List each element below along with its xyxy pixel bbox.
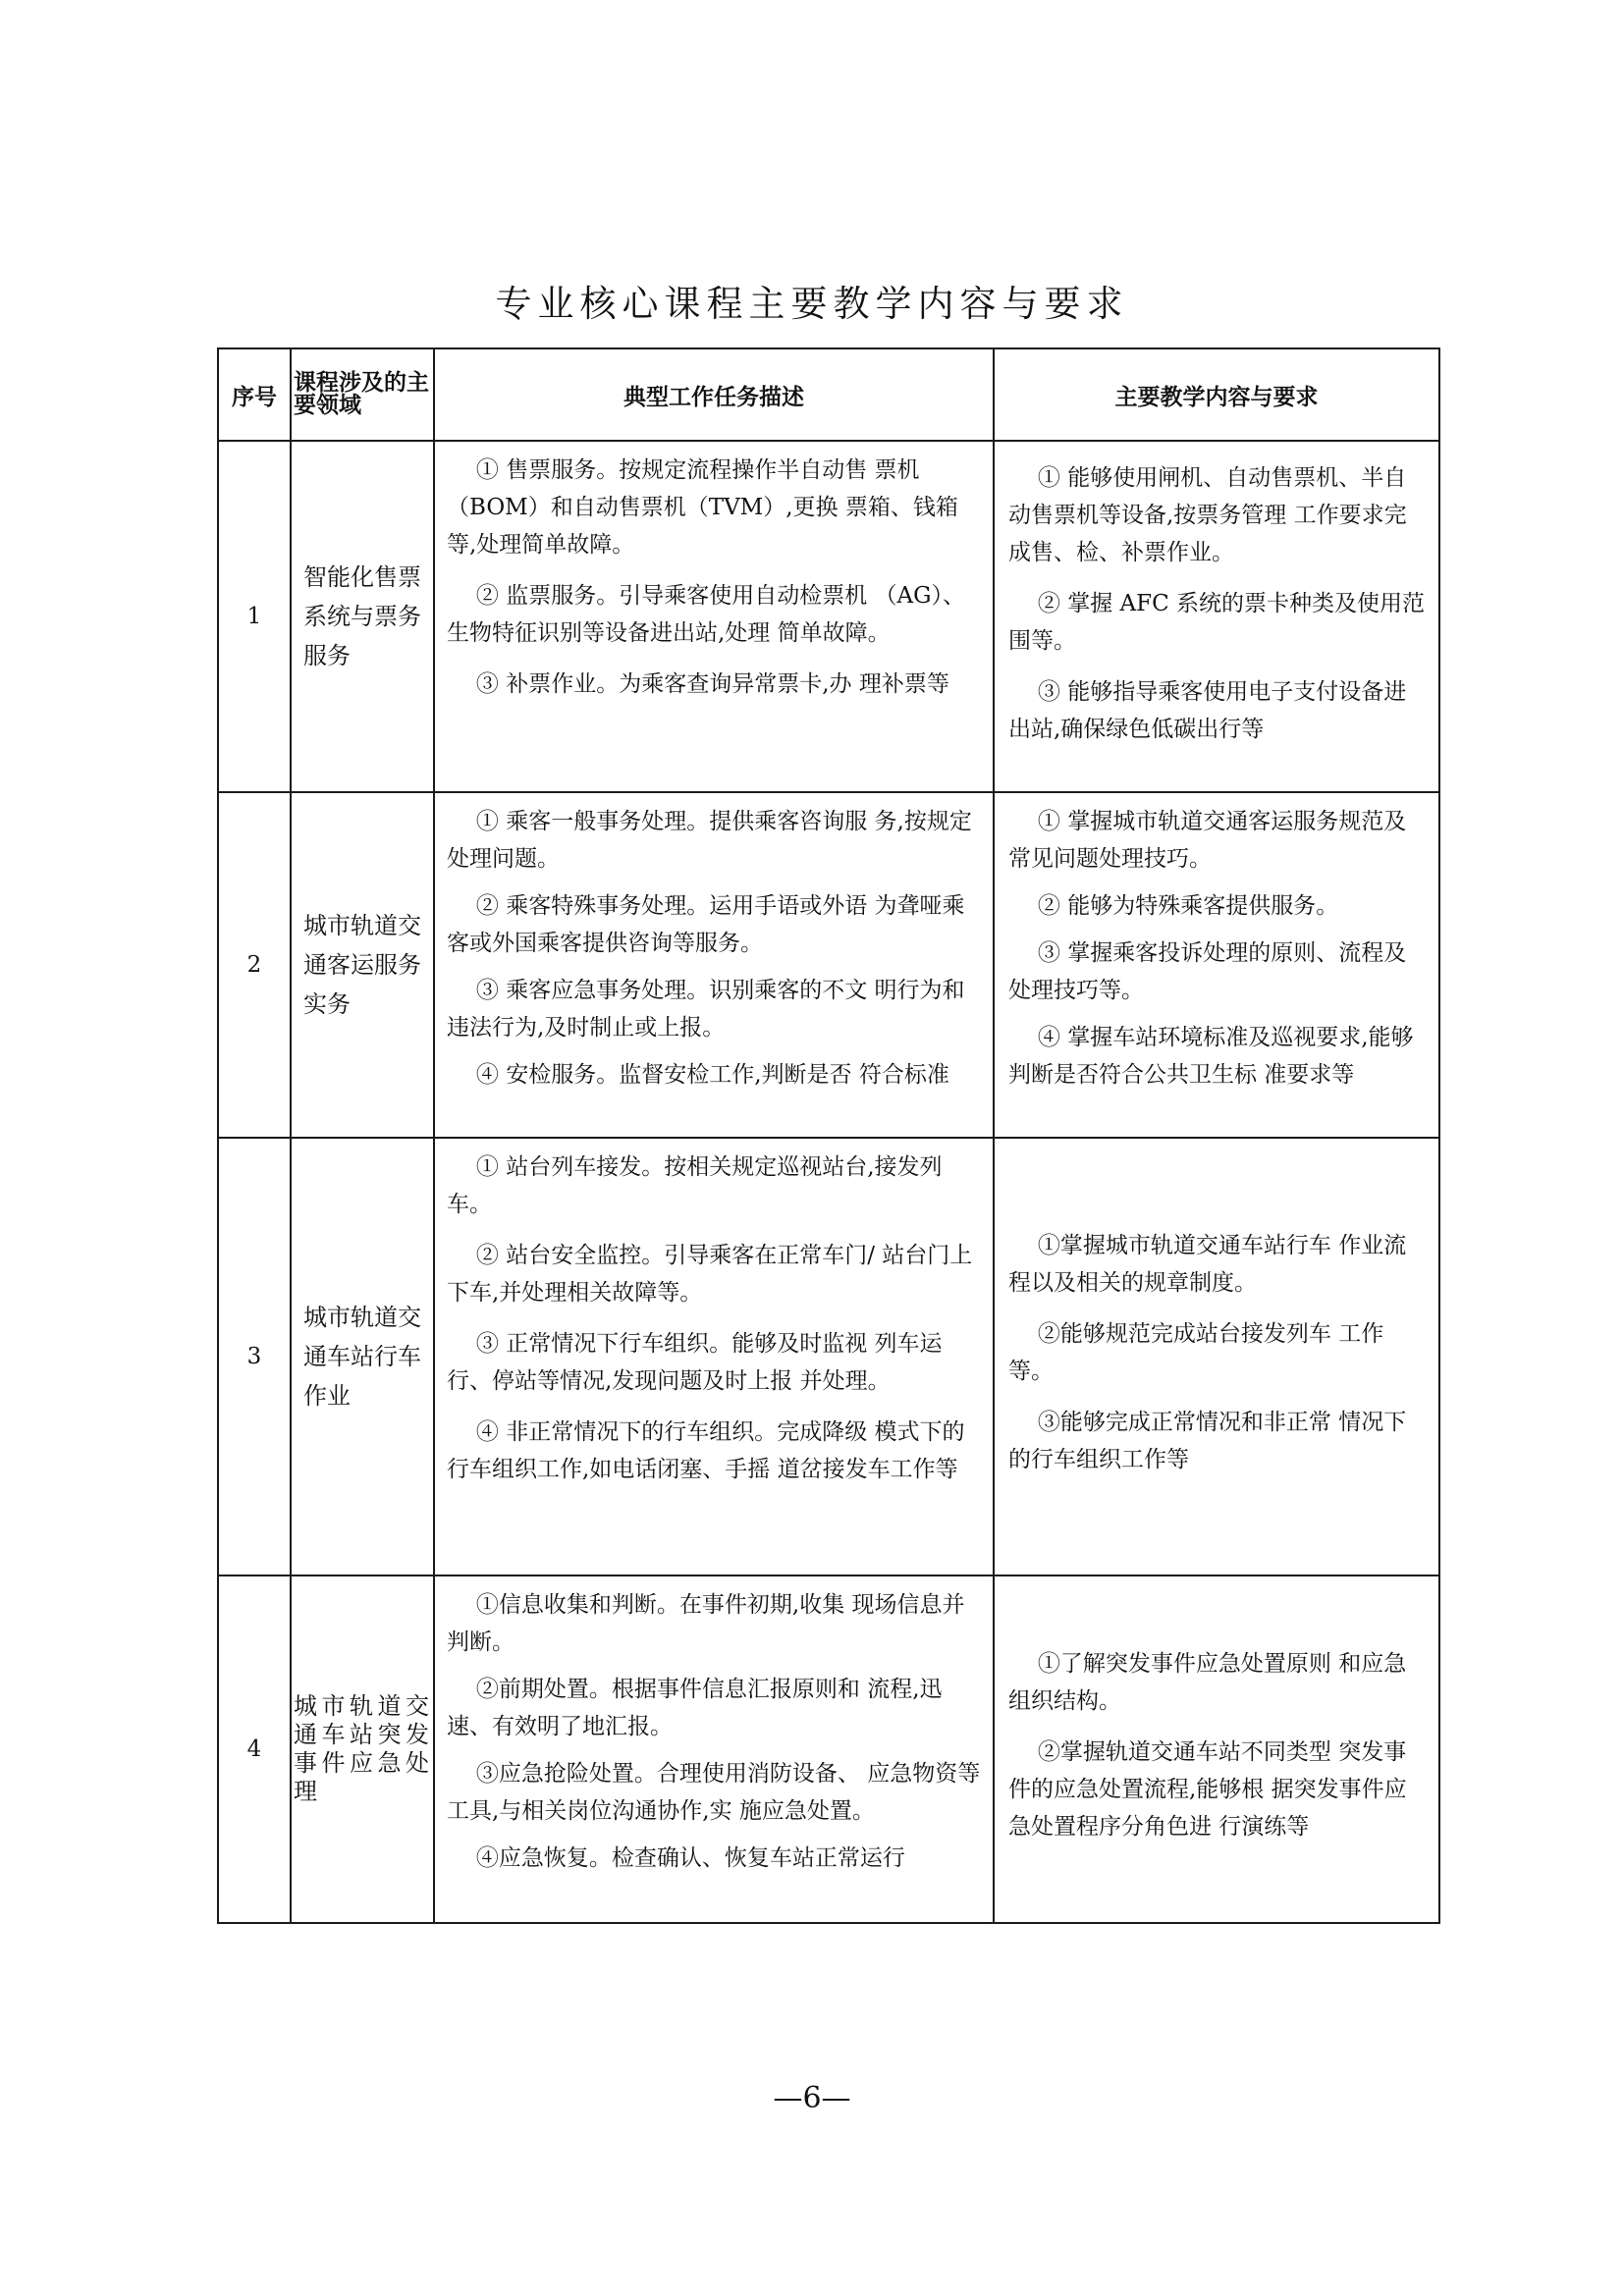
task-item: ④应急恢复。检查确认、恢复车站正常运行	[475, 1845, 905, 1871]
task-item: ② 乘客特殊事务处理。运用手语或外语 为聋哑乘客或外国乘客提供咨询等服务。	[447, 893, 965, 956]
task-item: ③应急抢险处置。合理使用消防设备、 应急物资等工具,与相关岗位沟通协作,实 施应急处置。	[447, 1761, 981, 1824]
row-domain: 智能化售票系统与票务服务	[291, 441, 434, 792]
row-requirement-cell	[994, 441, 1439, 792]
table-row	[218, 1138, 1439, 1575]
row-domain: 城市轨道交通车站行车作业	[291, 1138, 434, 1575]
row-requirement-cell	[994, 1575, 1439, 1923]
table-row	[218, 441, 1439, 792]
requirement-item: ② 掌握 AFC 系统的票卡种类及使用范围等。	[1008, 591, 1425, 654]
task-item: ② 站台安全监控。引导乘客在正常车门/ 站台门上下车,并处理相关故障等。	[447, 1243, 973, 1306]
task-item: ③ 补票作业。为乘客查询异常票卡,办 理补票等	[475, 671, 949, 697]
requirement-item: ③能够完成正常情况和非正常 情况下的行车组织工作等	[1008, 1410, 1407, 1472]
task-item: ① 售票服务。按规定流程操作半自动售 票机（BOM）和自动售票机（TVM）,更换 票箱、钱箱等,处理简单故障。	[447, 457, 958, 558]
table-header-row	[218, 348, 1439, 441]
requirement-item: ①了解突发事件应急处置原则 和应急组织结构。	[1008, 1651, 1407, 1714]
requirement-item: ②能够规范完成站台接发列车 工作等。	[1008, 1321, 1384, 1384]
row-index: 2	[218, 792, 291, 1138]
header-domain: 课程涉及的主要领域	[291, 348, 434, 441]
row-domain: 城市轨道交通客运服务实务	[291, 792, 434, 1138]
row-task-cell	[434, 1138, 994, 1575]
task-item: ① 乘客一般事务处理。提供乘客咨询服 务,按规定处理问题。	[447, 809, 972, 872]
task-item: ④ 安检服务。监督安检工作,判断是否 符合标准	[475, 1062, 949, 1088]
task-item: ② 监票服务。引导乘客使用自动检票机 （AG）、生物特征识别等设备进出站,处理 简单故障。	[447, 583, 965, 646]
requirement-item: ② 能够为特殊乘客提供服务。	[1037, 893, 1339, 919]
row-domain: 城市轨道交通车站突发事件应急处理	[291, 1575, 434, 1923]
header-index: 序号	[218, 348, 291, 441]
requirement-item: ④ 掌握车站环境标准及巡视要求,能够判断是否符合公共卫生标 准要求等	[1008, 1025, 1414, 1088]
row-index: 3	[218, 1138, 291, 1575]
requirement-item: ③ 掌握乘客投诉处理的原则、流程及处理技巧等。	[1008, 940, 1407, 1003]
requirement-item: ②掌握轨道交通车站不同类型 突发事件的应急处置流程,能够根 据突发事件应急处置程序分角色进 行演练等	[1008, 1739, 1407, 1840]
header-requirement: 主要教学内容与要求	[994, 348, 1439, 441]
task-item: ③ 乘客应急事务处理。识别乘客的不文 明行为和违法行为,及时制止或上报。	[447, 978, 965, 1041]
requirement-item: ①掌握城市轨道交通车站行车 作业流程以及相关的规章制度。	[1008, 1233, 1407, 1296]
row-index: 4	[218, 1575, 291, 1923]
requirement-item: ① 掌握城市轨道交通客运服务规范及常见问题处理技巧。	[1008, 809, 1407, 872]
table-row	[218, 792, 1439, 1138]
task-item: ④ 非正常情况下的行车组织。完成降级 模式下的行车组织工作,如电话闭塞、手摇 道岔接发车工作等	[447, 1419, 965, 1482]
row-task-cell	[434, 1575, 994, 1923]
row-requirement-cell	[994, 792, 1439, 1138]
row-requirement-cell	[994, 1138, 1439, 1575]
table-row	[218, 1575, 1439, 1923]
requirement-item: ③ 能够指导乘客使用电子支付设备进出站,确保绿色低碳出行等	[1008, 679, 1407, 742]
row-index: 1	[218, 441, 291, 792]
page-title: 专业核心课程主要教学内容与要求	[495, 283, 1129, 325]
header-task: 典型工作任务描述	[434, 348, 994, 441]
requirement-item: ① 能够使用闸机、自动售票机、半自动售票机等设备,按票务管理 工作要求完成售、检、补票作业。	[1008, 465, 1407, 565]
task-item: ③ 正常情况下行车组织。能够及时监视 列车运行、停站等情况,发现问题及时上报 并处理。	[447, 1331, 943, 1394]
course-table	[217, 347, 1440, 1924]
row-task-cell	[434, 441, 994, 792]
page-number: —6—	[773, 2081, 851, 2115]
task-item: ①信息收集和判断。在事件初期,收集 现场信息并判断。	[447, 1592, 965, 1655]
task-item: ②前期处置。根据事件信息汇报原则和 流程,迅速、有效明了地汇报。	[447, 1677, 943, 1739]
row-task-cell	[434, 792, 994, 1138]
task-item: ① 站台列车接发。按相关规定巡视站台,接发列车。	[447, 1154, 943, 1217]
